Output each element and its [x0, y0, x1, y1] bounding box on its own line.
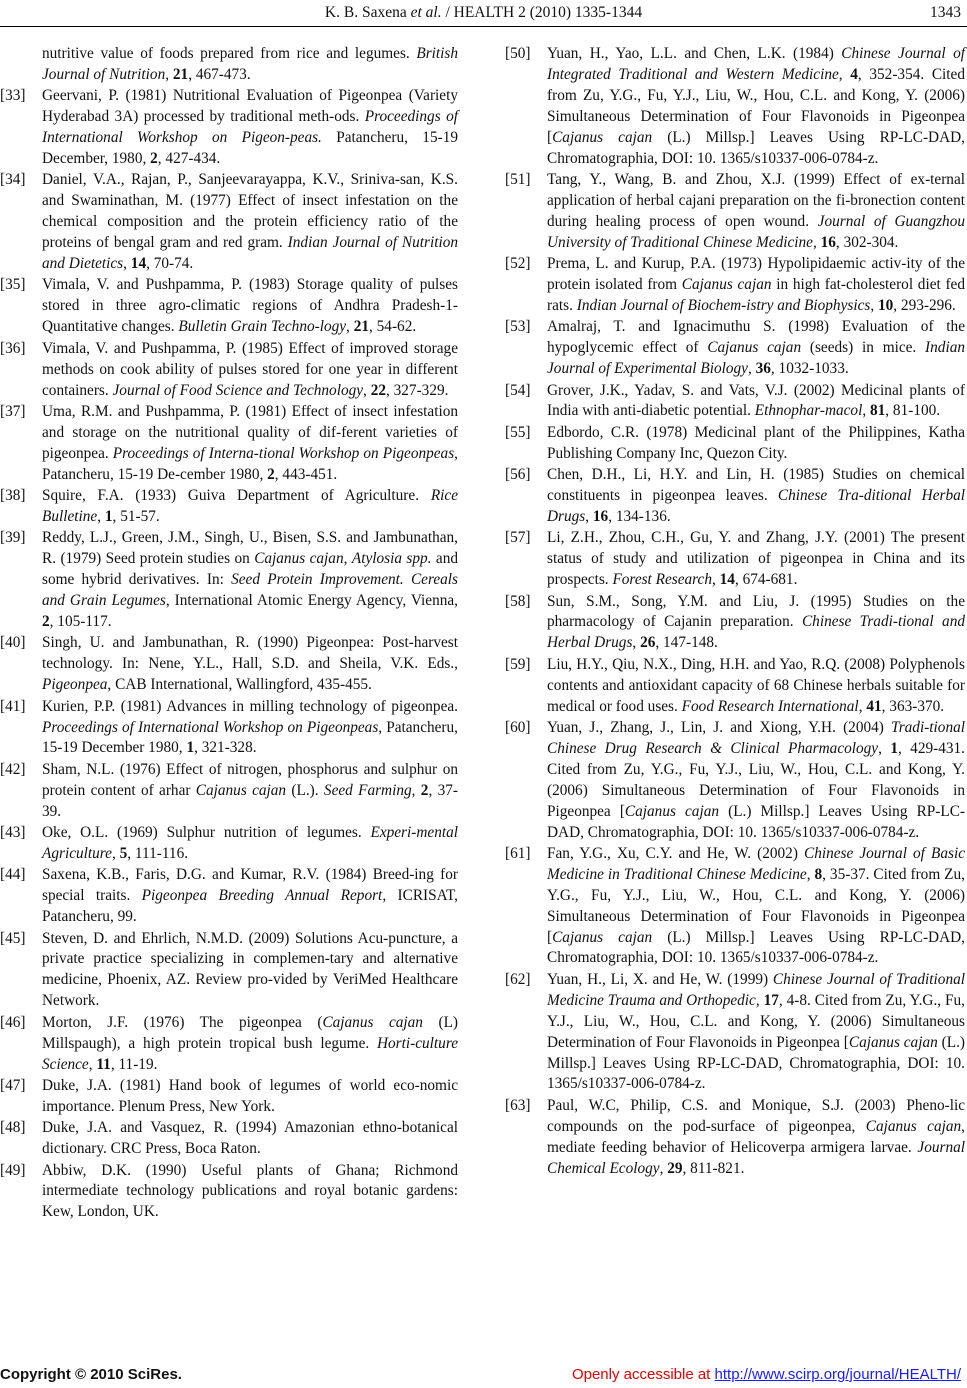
reference-segment: (seeds) in mice.: [801, 339, 926, 357]
reference-text: [42, 824, 458, 862]
reference-segment: Uma, R.M. and Pushpamma, P. (1981) Effect of insect infestation and storage on the nutritional quality of dif-ferent varieties of pigeonpea.: [42, 402, 458, 462]
reference-entry: [0, 697, 458, 760]
reference-number: [35]: [0, 276, 26, 294]
running-title: [0, 4, 967, 22]
reference-volume: 14: [719, 571, 735, 589]
page-footer: [0, 1366, 967, 1388]
reference-segment: Vimala, V. and Pushpamma, P. (1983) Storage quality of pulses stored in three agro-climatic regions of Andhra Pradesh-1-Quantitative changes.: [42, 276, 458, 336]
reference-italic-segment: Indian Journal of Nutrition and Dietetics: [42, 234, 459, 273]
reference-volume: 1: [186, 739, 195, 757]
reference-segment: Duke, J.A. and Vasquez, R. (1994) Amazonian ethno-botanical dictionary. CRC Press, Boca Raton.: [42, 1119, 458, 1158]
reference-text: [547, 255, 965, 314]
reference-text: [42, 171, 458, 272]
reference-volume: 2: [420, 781, 429, 799]
reference-italic-segment: Proceedings of International Workshop on Pigeonpeas: [42, 718, 379, 736]
reference-number: [51]: [505, 170, 531, 188]
reference-number: [47]: [0, 1076, 26, 1094]
reference-text: [547, 593, 965, 652]
right-reference-column: [505, 44, 965, 1179]
reference-text: [42, 487, 458, 525]
reference-segment: Yuan, H., Yao, L.L. and Chen, L.K. (1984): [547, 45, 842, 62]
reference-entry: [0, 275, 458, 338]
reference-segment: , 443-451.: [274, 465, 338, 483]
reference-entry: [505, 423, 965, 465]
reference-italic-segment: Pigeonpea Breeding Annual Report: [141, 887, 383, 905]
reference-segment: ,: [659, 1159, 668, 1177]
reference-segment: (L) Millspaugh), a high protein tropical bush legume.: [42, 1013, 459, 1052]
reference-volume: 41: [866, 697, 882, 715]
reference-text: [42, 866, 458, 925]
reference-segment: and some hybrid derivatives. In:: [42, 550, 458, 589]
reference-italic-segment: Cajanus cajan: [624, 802, 720, 820]
reference-text: [547, 529, 965, 588]
reference-italic-segment: Horti-culture Science: [42, 1034, 458, 1073]
reference-entry: [505, 718, 965, 843]
reference-number: [62]: [505, 970, 531, 988]
reference-text: [547, 845, 965, 967]
reference-segment: , 105-117.: [49, 612, 112, 630]
reference-number: [45]: [0, 929, 26, 947]
reference-segment: Geervani, P. (1981) Nutritional Evaluation of Pigeonpea (Variety Hyderabad 3A) processed by traditional meth-ods.: [42, 87, 458, 126]
reference-volume: 2: [267, 465, 275, 483]
reference-segment: , International Atomic Energy Agency, Vienna,: [165, 592, 459, 610]
reference-volume: 1: [890, 739, 898, 757]
reference-entry: [0, 170, 458, 275]
reference-number: [63]: [505, 1096, 531, 1114]
reference-segment: ,: [111, 844, 120, 862]
reference-segment: , 811-821.: [682, 1159, 745, 1177]
reference-entry: [505, 592, 965, 655]
reference-segment: ,: [806, 865, 815, 883]
reference-segment: Reddy, L.J., Green, J.M., Singh, U., Bisen, S.S. and Jambunathan, R. (1979) Seed protein studies on: [42, 529, 458, 568]
reference-number: [38]: [0, 487, 26, 505]
reference-volume: 2: [42, 612, 50, 630]
reference-number: [54]: [505, 381, 531, 399]
journal-url-link[interactable]: http://www.scirp.org/journal/HEALTH/: [714, 1366, 961, 1383]
reference-text: [42, 45, 458, 83]
left-reference-column: [0, 44, 458, 1223]
reference-segment: , 363-370.: [881, 697, 945, 715]
reference-segment: (L.).: [286, 781, 324, 799]
reference-segment: , 37-39.: [42, 781, 458, 820]
reference-segment: nutritive value of foods prepared from rice and legumes.: [42, 45, 417, 62]
reference-segment: , 302-304.: [835, 233, 899, 251]
reference-volume: 1: [104, 507, 113, 525]
reference-segment: , 321-328.: [194, 739, 257, 757]
reference-number: [39]: [0, 529, 26, 547]
reference-segment: Oke, O.L. (1969) Sulphur nutrition of legumes.: [42, 824, 371, 842]
reference-segment: Amalraj, T. and Ignacimuthu S. (1998) Evaluation of the hypoglycemic effect of: [547, 318, 965, 357]
reference-segment: ,: [858, 697, 867, 715]
reference-volume: 11: [96, 1055, 111, 1073]
reference-entry: [505, 465, 965, 528]
reference-segment: ,: [632, 634, 641, 652]
reference-segment: Edbordo, C.R. (1978) Medicinal plant of the Philippines, Katha Publishing Company Inc, Quezon City.: [547, 423, 965, 462]
reference-text: [547, 382, 965, 420]
reference-segment: ,: [812, 233, 821, 251]
reference-italic-segment: Indian Journal of Biochem-istry and Biophysics: [576, 296, 871, 314]
reference-text: [42, 930, 458, 1010]
open-access-label: Openly accessible at: [571, 1366, 715, 1383]
reference-entry: [0, 486, 458, 528]
reference-entry: [0, 865, 458, 928]
reference-volume: 29: [667, 1159, 683, 1177]
reference-entry: [505, 528, 965, 591]
reference-text: [42, 403, 458, 483]
reference-segment: ,: [346, 318, 354, 336]
reference-entry: [0, 929, 458, 1013]
reference-segment: , 35-37. Cited from Zu, Y.G., Fu, Y.J., Liu, W., Hou, C.L. and Kong, Y. (2006) Simultaneous Determination of Four Flavonoids in Pigeonpea [: [547, 865, 966, 946]
running-title-etal: et al.: [410, 4, 442, 21]
reference-segment: Patancheru, 15-19 December, 1980,: [42, 129, 458, 168]
reference-text: [42, 529, 458, 630]
reference-segment: (L.) Millsp.] Leaves Using RP-LC-DAD, Chromatographia, DOI: 10. 1365/s10337-006-0784-z.: [547, 928, 966, 967]
reference-number: [52]: [505, 255, 531, 273]
reference-segment: ,: [97, 507, 105, 525]
reference-segment: , 134-136.: [608, 507, 671, 525]
reference-entry: [0, 1161, 458, 1224]
reference-segment: , 81-100.: [885, 402, 941, 420]
copyright-notice: Copyright © 2010 SciRes.: [0, 1366, 182, 1383]
reference-segment: ,: [123, 255, 131, 273]
reference-volume: 36: [755, 360, 771, 378]
reference-text: [42, 761, 458, 820]
reference-number: [57]: [505, 529, 531, 547]
running-title-journal: / HEALTH 2 (2010) 1335-1344: [441, 4, 643, 21]
reference-text: [547, 45, 965, 167]
reference-segment: ,: [838, 65, 851, 83]
reference-text: [42, 1014, 458, 1073]
reference-segment: ,: [870, 296, 878, 314]
header-rule: [0, 26, 967, 27]
reference-volume: 8: [814, 865, 823, 883]
reference-italic-segment: Seed Protein Improvement. Cereals and Grain Legumes: [42, 571, 458, 610]
reference-entry: [505, 844, 965, 969]
reference-segment: ,: [363, 381, 371, 399]
reference-segment: Li, Z.H., Zhou, C.H., Gu, Y. and Zhang, J.Y. (2001) The present status of study and utilization of pigeonpea in China and its prospects.: [547, 529, 965, 589]
reference-entry: [505, 1096, 965, 1180]
reference-volume: 22: [370, 381, 386, 399]
reference-segment: , 327-329.: [385, 381, 449, 399]
reference-italic-segment: Journal of Guangzhou University of Traditional Chinese Medicine: [547, 212, 965, 251]
reference-continuation: [0, 44, 458, 86]
open-access-notice: [572, 1366, 961, 1383]
reference-volume: 16: [592, 507, 609, 525]
reference-segment: Steven, D. and Ehrlich, N.M.D. (2009) Solutions Acu-puncture, a private practice specializing in complemen-tary and alternative medicine, Phoenix, AZ. Review pro-vided by VeriMed Healthcare Network.: [42, 929, 458, 1010]
reference-segment: Kurien, P.P. (1981) Advances in milling technology of pigeonpea.: [42, 697, 458, 715]
reference-number: [33]: [0, 87, 26, 105]
reference-segment: Singh, U. and Jambunathan, R. (1990) Pigeonpea: Post-harvest technology. In: Nene, Y.L., Hall, S.D. and Sheila, V.K. Eds.,: [42, 634, 458, 673]
reference-segment: Paul, W.C, Philip, C.S. and Monique, S.J. (2003) Pheno-lic compounds on the pod-surface of pigeonpea,: [547, 1096, 965, 1135]
reference-segment: , 111-116.: [127, 844, 189, 862]
reference-segment: , 467-473.: [188, 65, 251, 83]
reference-segment: Saxena, K.B., Faris, D.G. and Kumar, R.V. (1984) Breed-ing for special traits.: [42, 866, 458, 905]
reference-italic-segment: Chinese Journal of Basic Medicine in Traditional Chinese Medicine: [547, 844, 965, 883]
reference-entry: [505, 317, 965, 380]
reference-volume: 2: [150, 150, 158, 168]
reference-segment: Yuan, J., Zhang, J., Lin, J. and Xiong, Y.H. (2004): [547, 719, 892, 736]
reference-segment: , 352-354. Cited from Zu, Y.G., Fu, Y.J., Liu, W., Hou, C.L. and Kong, Y. (2006) Simultaneous Determination of Four Flavonoids in Pigeonpea [: [547, 65, 965, 146]
reference-entry: [0, 760, 458, 823]
reference-segment: (L.) Millsp.] Leaves Using RP-LC-DAD, Chromatographia, DOI: 10. 1365/s10337-006-0784-z.: [547, 802, 966, 841]
reference-text: [547, 318, 965, 377]
reference-text: [42, 340, 458, 399]
reference-number: [58]: [505, 592, 531, 610]
reference-volume: 21: [353, 318, 369, 336]
reference-italic-segment: British Journal of Nutrition: [42, 45, 458, 83]
reference-number: [36]: [0, 339, 26, 357]
reference-segment: ,: [585, 507, 593, 525]
reference-segment: ,: [165, 65, 173, 83]
reference-number: [60]: [505, 719, 531, 736]
reference-segment: , 1032-1033.: [770, 360, 849, 378]
reference-segment: Daniel, V.A., Rajan, P., Sanjeevarayappa, K.V., Sriniva-san, K.S. and Swaminathan, M. (1977) Effect of insect infestation on the chemical composition and the protein efficiency ratio of the proteins of bengal gram and red gram.: [42, 171, 458, 252]
reference-segment: Sun, S.M., Song, Y.M. and Liu, J. (1995) Studies on the pharmacology of Cajanin preparation.: [547, 592, 965, 631]
reference-entry: [0, 1013, 458, 1076]
reference-segment: , ICRISAT, Patancheru, 99.: [42, 887, 459, 926]
reference-italic-segment: Cajanus cajan: [865, 1117, 962, 1135]
reference-italic-segment: Chinese Journal of Integrated Traditional and Western Medicine: [547, 45, 965, 83]
reference-segment: , 147-148.: [655, 634, 718, 652]
reference-segment: in high fat-cholesterol diet fed rats.: [547, 275, 965, 314]
reference-text: [42, 634, 458, 693]
reference-segment: , Patancheru, 15-19 December 1980,: [42, 718, 458, 757]
reference-text: [42, 1077, 458, 1115]
reference-entry: [505, 44, 965, 169]
reference-number: [43]: [0, 824, 26, 842]
reference-italic-segment: Forest Research: [612, 571, 712, 589]
reference-text: [547, 466, 965, 525]
reference-entry: [0, 528, 458, 633]
reference-italic-segment: Indian Journal of Experimental Biology: [547, 339, 965, 378]
reference-number: [55]: [505, 423, 531, 441]
reference-segment: , 54-62.: [369, 318, 417, 336]
reference-segment: ,: [711, 571, 720, 589]
reference-segment: ,: [411, 781, 421, 799]
reference-segment: ,: [88, 1055, 97, 1073]
reference-number: [41]: [0, 697, 26, 715]
page-header: [0, 2, 967, 26]
reference-italic-segment: Pigeonpea: [42, 676, 108, 694]
reference-text: [547, 171, 965, 251]
reference-segment: Tang, Y., Wang, B. and Zhou, X.J. (1999) Effect of ex-ternal application of herbal cajani preparation on the fi-bronection content during healing process of open wound.: [547, 170, 965, 230]
reference-text: [42, 276, 458, 335]
reference-segment: Morton, J.F. (1976) The pigeonpea (: [42, 1013, 323, 1031]
reference-segment: , Patancheru, 15-19 De-cember 1980,: [42, 444, 458, 483]
running-title-authors: K. B. Saxena: [324, 4, 411, 21]
reference-entry: [505, 170, 965, 254]
reference-segment: , 11-19.: [110, 1055, 158, 1073]
reference-segment: , 70-74.: [146, 255, 194, 273]
reference-segment: (L.) Millsp.] Leaves Using RP-LC-DAD, Chromatographia, DOI: 10. 1365/s10337-006-0784-z.: [547, 1033, 965, 1093]
reference-number: [40]: [0, 634, 26, 652]
reference-italic-segment: Proceedings of Interna-tional Workshop on Pigeonpeas: [112, 444, 455, 462]
reference-text: [42, 1119, 458, 1157]
reference-segment: Prema, L. and Kurup, P.A. (1973) Hypolipidaemic activ-ity of the protein isolated from: [547, 255, 965, 293]
reference-entry: [0, 1118, 458, 1160]
reference-segment: , mediate feeding behavior of Helicoverpa armigera larvae.: [547, 1117, 965, 1156]
reference-entry: [505, 381, 965, 423]
reference-text: [547, 971, 965, 1093]
reference-italic-segment: Chinese Tra-ditional Herbal Drugs: [547, 487, 966, 525]
reference-entry: [0, 1076, 458, 1118]
reference-segment: , 293-296.: [893, 296, 956, 314]
reference-volume: 5: [119, 844, 128, 862]
reference-segment: Squire, F.A. (1933) Guiva Department of Agriculture.: [42, 487, 431, 505]
reference-volume: 21: [172, 65, 189, 83]
reference-italic-segment: Cajanus cajan: [848, 1033, 938, 1051]
reference-segment: (L.) Millsp.] Leaves Using RP-LC-DAD, Chromatographia, DOI: 10. 1365/s10337-006-0784-z.: [547, 128, 966, 167]
reference-segment: Sham, N.L. (1976) Effect of nitrogen, phosphorus and sulphur on protein content of arhar: [42, 760, 458, 799]
reference-italic-segment: Cajanus cajan: [195, 781, 287, 799]
reference-segment: Chen, D.H., Li, H.Y. and Lin, H. (1985) Studies on chemical constituents in pigeonpea leaves.: [547, 466, 965, 505]
reference-entry: [505, 254, 965, 317]
reference-volume: 4: [850, 65, 858, 83]
reference-italic-segment: Tradi-tional Chinese Drug Research & Clinical Pharmacology: [547, 719, 965, 757]
reference-number: [59]: [505, 655, 531, 673]
reference-text: [547, 424, 965, 462]
reference-number: [34]: [0, 171, 26, 189]
reference-italic-segment: Atylosia spp.: [351, 550, 432, 568]
reference-entry: [0, 86, 458, 170]
reference-italic-segment: Food Research International: [681, 697, 859, 715]
reference-segment: ,: [343, 550, 352, 568]
reference-segment: Duke, J.A. (1981) Hand book of legumes of world eco-nomic importance. Plenum Press, New York.: [42, 1076, 458, 1115]
reference-volume: 26: [640, 634, 656, 652]
reference-segment: , 427-434.: [157, 150, 221, 168]
reference-volume: 16: [820, 233, 836, 251]
reference-segment: Grover, J.K., Yadav, S. and Vats, V.J. (2002) Medicinal plants of India with anti-diabetic potential.: [547, 381, 965, 420]
page-number: 1343: [930, 4, 961, 21]
reference-italic-segment: Cajanus cajan: [707, 339, 802, 357]
reference-text: [547, 719, 965, 841]
reference-number: [53]: [505, 318, 531, 336]
reference-italic-segment: Chinese Journal of Traditional Medicine Trauma and Orthopedic: [547, 970, 965, 1009]
reference-entry: [505, 655, 965, 718]
reference-segment: , 674-681.: [734, 571, 798, 589]
reference-number: [50]: [505, 45, 531, 62]
reference-segment: Abbiw, D.K. (1990) Useful plants of Ghana; Richmond intermediate technology publications and royal botanic gardens: Kew, London, UK.: [42, 1161, 458, 1221]
reference-italic-segment: Journal of Food Science and Technology: [112, 381, 364, 399]
reference-italic-segment: Experi-mental Agriculture: [42, 824, 458, 862]
reference-entry: [0, 402, 458, 486]
reference-segment: , 4-8. Cited from Zu, Y.G., Fu, Y.J., Liu, W., Hou, C.L. and Kong, Y. (2006) Simultaneous Determination of Four Flavonoids in Pigeonpea [: [547, 991, 966, 1051]
reference-volume: 81: [869, 402, 886, 420]
reference-volume: 14: [130, 255, 147, 273]
reference-italic-segment: Bulletin Grain Techno-logy: [178, 318, 347, 336]
reference-volume: 17: [763, 991, 779, 1009]
reference-italic-segment: Cajanus cajan: [681, 275, 772, 293]
reference-segment: Vimala, V. and Pushpamma, P. (1985) Effect of improved storage methods on cook ability of pulses stored for one year in different containers.: [42, 339, 458, 399]
reference-segment: ,: [878, 739, 891, 757]
reference-text: [42, 87, 458, 167]
reference-segment: ,: [755, 991, 764, 1009]
reference-entry: [0, 633, 458, 696]
reference-number: [48]: [0, 1119, 26, 1137]
reference-number: [37]: [0, 402, 26, 420]
reference-text: [42, 698, 458, 757]
reference-italic-segment: Chinese Tradi-tional and Herbal Drugs: [547, 613, 965, 652]
reference-italic-segment: Cajanus cajan: [552, 928, 653, 946]
reference-italic-segment: Journal Chemical Ecology: [547, 1138, 965, 1177]
reference-segment: Fan, Y.G., Xu, C.Y. and He, W. (2002): [547, 844, 804, 862]
reference-italic-segment: Cajanus cajan: [254, 550, 344, 568]
reference-number: [42]: [0, 760, 26, 778]
reference-segment: , 429-431. Cited from Zu, Y.G., Fu, Y.J., Liu, W., Hou, C.L. and Kong, Y. (2006) Simultaneous Determination of Four Flavonoids in Pigeonpea [: [547, 739, 965, 820]
reference-segment: , CAB International, Wallingford, 435-455.: [107, 676, 372, 694]
reference-italic-segment: Cajanus cajan: [552, 128, 653, 146]
reference-italic-segment: Seed Farming: [323, 781, 412, 799]
reference-entry: [0, 823, 458, 865]
reference-text: [547, 656, 965, 715]
reference-number: [56]: [505, 466, 531, 484]
reference-italic-segment: Rice Bulletine: [42, 487, 458, 525]
reference-volume: 10: [877, 296, 894, 314]
reference-text: [547, 1097, 965, 1177]
reference-number: [44]: [0, 866, 26, 884]
reference-italic-segment: Ethnophar-macol: [754, 402, 863, 420]
reference-italic-segment: Cajanus cajan: [322, 1013, 423, 1031]
reference-segment: Liu, H.Y., Qiu, N.X., Ding, H.H. and Yao, R.Q. (2008) Polyphenols contents and antioxidant capacity of 68 Chinese herbals suitable for medical or food uses.: [547, 655, 965, 715]
reference-entry: [505, 970, 965, 1095]
reference-number: [49]: [0, 1161, 26, 1179]
reference-segment: ,: [862, 402, 870, 420]
reference-segment: Yuan, H., Li, X. and He, W. (1999): [547, 970, 773, 988]
reference-number: [46]: [0, 1013, 26, 1031]
reference-italic-segment: Proceedings of International Workshop on Pigeon-peas.: [42, 108, 458, 147]
reference-text: [42, 1162, 458, 1221]
reference-segment: , 51-57.: [112, 507, 160, 525]
reference-entry: [0, 339, 458, 402]
reference-number: [61]: [505, 844, 531, 862]
reference-segment: ,: [747, 360, 756, 378]
